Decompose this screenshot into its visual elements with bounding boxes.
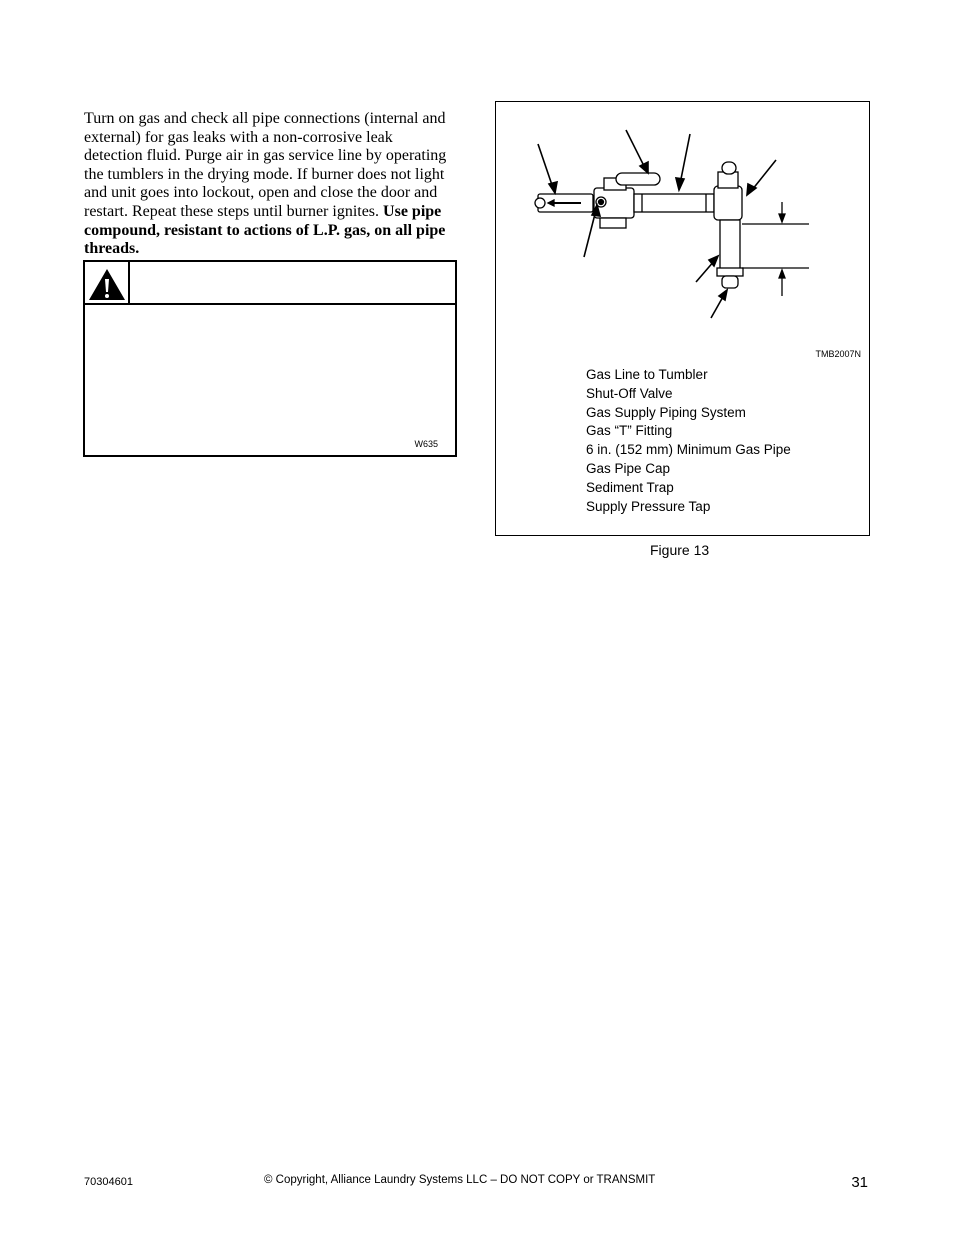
figure-caption: Figure 13 xyxy=(650,542,710,558)
legend-item: Shut-Off Valve xyxy=(586,385,673,401)
warning-box xyxy=(83,260,457,457)
gas-piping-diagram xyxy=(496,102,871,352)
figure-box xyxy=(495,101,870,536)
legend-item: Gas Supply Piping System xyxy=(586,404,746,420)
paragraph-text: Turn on gas and check all pipe connections (internal and external) for gas leaks with a non-corrosive leak detection fluid. Purge air in gas service line by operating the tumblers in the drying mode. If burner does not light and unit goes into lockout, open and close the door and restart. Repeat these steps until burner ignites. xyxy=(84,110,447,220)
legend-item: 6 in. (152 mm) Minimum Gas Pipe xyxy=(586,442,791,458)
warning-code: W635 xyxy=(414,439,438,449)
page-number: 31 xyxy=(851,1174,868,1191)
figure-legend xyxy=(586,366,791,516)
figure-image-code: TMB2007N xyxy=(815,349,861,359)
legend-item: Supply Pressure Tap xyxy=(586,498,711,514)
copyright-notice: © Copyright, Alliance Laundry Systems LLC – DO NOT COPY or TRANSMIT xyxy=(264,1174,656,1186)
legend-item: Gas Pipe Cap xyxy=(586,460,671,476)
warning-header xyxy=(85,262,455,305)
document-number: 70304601 xyxy=(84,1176,133,1188)
warning-triangle-icon xyxy=(88,267,126,301)
warning-icon-cell xyxy=(85,262,130,303)
instruction-paragraph xyxy=(84,110,454,259)
legend-item: Gas Line to Tumbler xyxy=(586,367,708,382)
paragraph-bold-text: Use pipe compound, resistant to actions of L.P. gas, on all pipe threads. xyxy=(84,202,446,258)
legend-item: Gas “T” Fitting xyxy=(586,423,673,439)
legend-item: Sediment Trap xyxy=(586,479,674,495)
